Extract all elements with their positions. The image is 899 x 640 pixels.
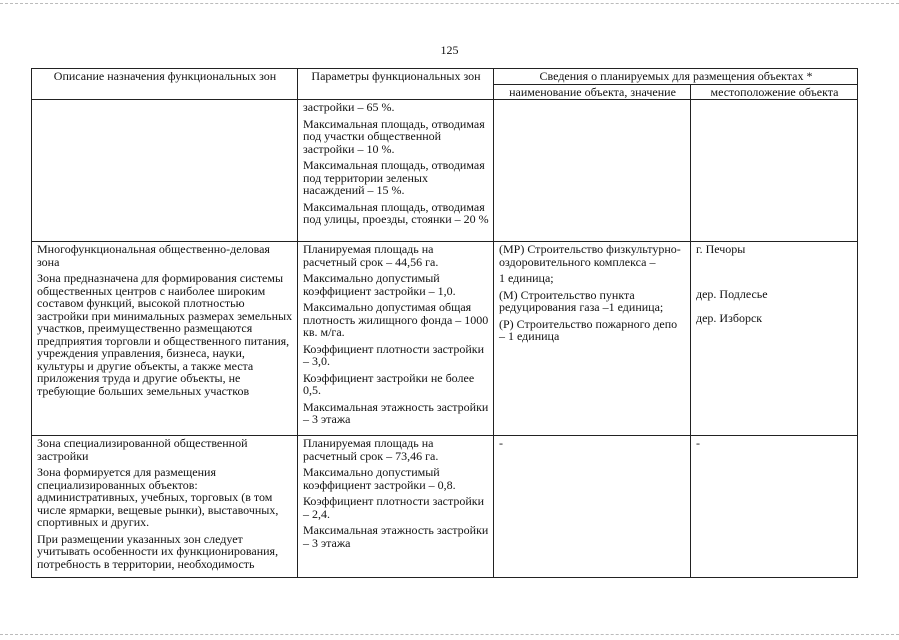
zone-title: Многофункциональная общественно-деловая зона	[37, 242, 270, 269]
description-cell	[32, 436, 298, 578]
zone-description: Зона формируется для размещения специализированных объектов: административных, учебных, торговых (в том числе ярмарки, вещевые рынки), выставочных, спортивных и других.	[37, 465, 279, 529]
parameter-text: Коэффициент застройки не более 0,5.	[303, 370, 475, 397]
object-name-cell	[494, 100, 691, 242]
location-text: -	[696, 436, 700, 450]
object-location-cell	[691, 100, 858, 242]
object-text: (М) Строительство пункта редуцирования газа –1 единица;	[499, 287, 664, 314]
parameter-text: Коэффициент плотности застройки – 2,4.	[303, 494, 485, 521]
object-name-cell	[494, 436, 691, 578]
object-name-cell	[494, 242, 691, 436]
parameter-text: Коэффициент плотности застройки – 3,0.	[303, 341, 485, 368]
functional-zones-table	[31, 68, 858, 578]
zone-description: Зона предназначена для формирования системы общественных центров с наиболее широким составом функций, высокой плотностью застройки при минимальных размерах земельных участков, преимущественно размещаются предприятия торговли и общественного питания, учреждения управления, бизнеса, науки, культуры и другие объекты, а также места приложения труда и другие объекты, не требующие больших земельных участков	[37, 271, 293, 398]
object-text: -	[499, 436, 503, 450]
location-text: г. Печоры	[696, 242, 746, 256]
description-cell	[32, 242, 298, 436]
page-number: 125	[440, 43, 459, 57]
zone-title: Зона специализированной общественной застройки	[37, 436, 248, 463]
location-text: дер. Подлесье	[696, 286, 768, 301]
table-row	[32, 100, 858, 242]
header-object-location: местоположение объекта	[691, 84, 858, 100]
parameter-text: Максимальная этажность застройки – 3 этажа	[303, 523, 489, 550]
location-text: дер. Изборск	[696, 311, 763, 325]
scan-artifact-bottom	[0, 634, 899, 636]
table-row	[32, 436, 858, 578]
parameter-text: Максимально допустимая общая плотность жилищного фонда – 1000 кв. м/га.	[303, 300, 489, 339]
table-row	[32, 242, 858, 436]
parameters-cell	[298, 436, 494, 578]
object-text: 1 единица;	[499, 271, 554, 285]
parameter-text: Максимально допустимый коэффициент застройки – 0,8.	[303, 465, 456, 492]
header-planned-info: Сведения о планируемых для размещения объектах *	[494, 69, 858, 85]
header-description: Описание назначения функциональных зон	[32, 69, 298, 100]
header-object-name: наименование объекта, значение	[494, 84, 691, 100]
parameter-text: Планируемая площадь на расчетный срок – 73,46 га.	[303, 436, 439, 463]
parameter-text: застройки – 65 %.	[303, 100, 395, 114]
zone-description: При размещении указанных зон следует учитывать особенности их функционирования, потребность в территории, необходимость	[37, 531, 279, 571]
parameter-text: Максимально допустимый коэффициент застройки – 1,0.	[303, 271, 456, 298]
header-parameters: Параметры функциональных зон	[298, 69, 494, 100]
description-cell	[32, 100, 298, 242]
scan-artifact-top	[0, 3, 899, 5]
object-location-cell	[691, 242, 858, 436]
parameters-cell	[298, 242, 494, 436]
parameter-text: Максимальная площадь, отводимая под участки общественной застройки – 10 %.	[303, 116, 485, 156]
parameter-text: Максимальная площадь, отводимая под улицы, проезды, стоянки – 20 %	[303, 199, 489, 226]
parameters-cell	[298, 100, 494, 242]
object-text: (Р) Строительство пожарного депо – 1 единица	[499, 316, 678, 343]
parameter-text: Планируемая площадь на расчетный срок – 44,56 га.	[303, 242, 439, 269]
parameter-text: Максимальная этажность застройки – 3 этажа	[303, 399, 489, 426]
parameter-text: Максимальная площадь, отводимая под территории зеленых насаждений – 15 %.	[303, 158, 485, 197]
object-location-cell	[691, 436, 858, 578]
object-text: (МР) Строительство физкультурно-оздоровительного комплекса –	[499, 242, 681, 269]
